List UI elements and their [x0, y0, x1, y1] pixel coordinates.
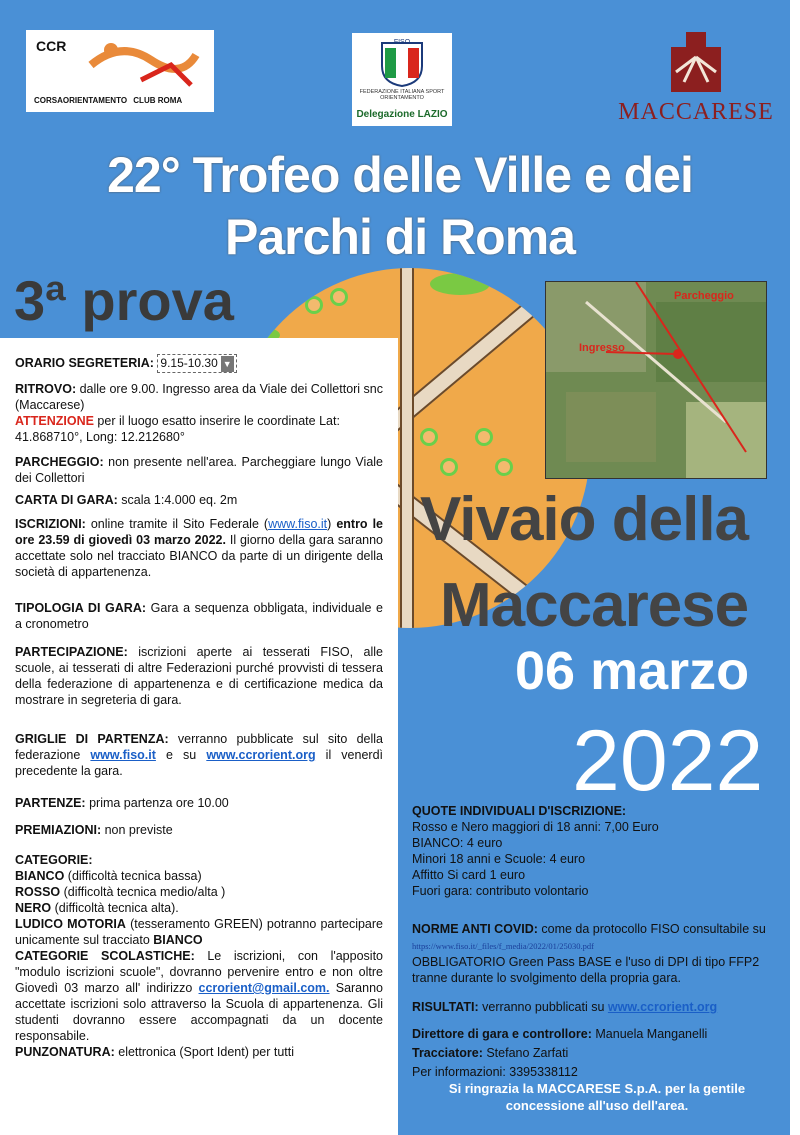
parcheggio-label: PARCHEGGIO: — [15, 455, 104, 469]
aerial-entrance-label: Ingresso — [579, 342, 625, 354]
partecipazione-block — [15, 644, 383, 708]
iscrizioni-label: ISCRIZIONI: — [15, 517, 86, 531]
covid-protocol-link[interactable]: https://www.fiso.it/_files/f_media/2022/01/25030.pdf — [412, 941, 594, 951]
covid-text2: OBBLIGATORIO Green Pass BASE e l'uso di DPI di tipo FFP2 tranne durante lo svolgimento della propria gara. — [412, 955, 760, 985]
fiso-federation: FEDERAZIONE ITALIANA SPORT ORIENTAMENTO — [359, 89, 445, 101]
punzonatura-label: PUNZONATURA: — [15, 1045, 115, 1059]
email-link[interactable]: ccrorient@gmail.com. — [198, 981, 330, 995]
orario-value: 9.15-10.30 — [160, 356, 218, 370]
event-date: 06 marzo — [515, 641, 750, 701]
quote-item: Fuori gara: contributo volontario — [412, 884, 589, 898]
parcheggio-block — [15, 454, 383, 486]
ccr-club: CLUB ROMA — [133, 96, 183, 105]
scolastiche-label: CATEGORIE SCOLASTICHE: — [15, 949, 195, 963]
tipologia-text: Gara a sequenza obbligata, individuale e a cronometro — [15, 601, 383, 631]
tipologia-label: TIPOLOGIA DI GARA: — [15, 601, 147, 615]
premiazioni-text: non previste — [101, 823, 173, 837]
partenze-text: prima partenza ore 10.00 — [85, 796, 229, 810]
event-title-line1: 22° Trofeo delle Ville e dei — [107, 147, 693, 203]
event-year: 2022 — [572, 713, 764, 809]
aerial-photo — [545, 281, 767, 479]
thanks-note — [412, 1080, 782, 1114]
partecipazione-text: iscrizioni aperte ai tesserati FISO, alle scuole, ai tesserati di altre Federazioni purché provvisti di tessera della federazione di appartenenza e di certificazione medica da mostrare in segreteria di gara. — [15, 645, 383, 707]
iscrizioni-text1: online tramite il Sito Federale ( — [85, 517, 269, 531]
tracciatore-label: Tracciatore: — [412, 1046, 483, 1060]
ritrovo-text: dalle ore 9.00. Ingresso area da Viale dei Collettori snc (Maccarese) — [15, 382, 384, 412]
ritrovo-label: RITROVO: — [15, 382, 77, 396]
iscrizioni-deadline: entro le ore 23.59 di giovedì 03 marzo 2022. — [15, 517, 383, 547]
palm-tower-icon — [656, 27, 736, 97]
ludico-text: (tesseramento GREEN) potranno partecipare unicamente sul tracciato — [15, 917, 383, 947]
thanks-line1: Si ringrazia la MACCARESE S.p.A. per la gentile — [448, 1081, 746, 1096]
ccr-logo — [26, 30, 214, 112]
partenze-block — [15, 795, 383, 811]
risultati-label: RISULTATI: — [412, 1000, 479, 1014]
iscrizioni-text2: ) — [327, 517, 337, 531]
fiso-delegation: Delegazione LAZIO — [356, 109, 448, 120]
ritrovo-text2: per il luogo esatto inserire le coordinate Lat: 41.868710°, Long: 12.212680° — [15, 414, 340, 444]
fiso-logo — [352, 33, 452, 126]
parcheggio-text: non presente nell'area. Parcheggiare lungo Viale dei Collettori — [15, 455, 383, 485]
ritrovo-block — [15, 381, 383, 445]
maccarese-logo — [612, 27, 780, 127]
quote-item: BIANCO: 4 euro — [412, 836, 503, 850]
staff-block — [412, 1026, 782, 1080]
maccarese-name: MACCARESE — [618, 99, 774, 125]
ludico-bianco: BIANCO — [153, 933, 203, 947]
covid-label: NORME ANTI COVID: — [412, 922, 538, 936]
stage-number: 3ª prova — [14, 269, 234, 332]
bianco-label: BIANCO — [15, 869, 65, 883]
risultati-block — [412, 999, 782, 1015]
risultati-text: verranno pubblicati su — [478, 1000, 608, 1014]
bianco-text: (difficoltà tecnica bassa) — [64, 869, 202, 883]
orario-block — [15, 354, 383, 373]
orario-select[interactable] — [157, 354, 236, 373]
info-phone: Per informazioni: 3395338112 — [412, 1065, 578, 1079]
runner-icon — [81, 35, 201, 95]
quote-item: Minori 18 anni e Scuole: 4 euro — [412, 852, 586, 866]
tipologia-block — [15, 600, 383, 632]
iscrizioni-block — [15, 516, 383, 580]
event-title-line2: Parchi di Roma — [225, 209, 575, 265]
ludico-label: LUDICO MOTORIA — [15, 917, 126, 931]
direttore-label: Direttore di gara e controllore: — [412, 1027, 592, 1041]
ccr-initials: CCR — [36, 38, 67, 54]
venue-line2: Maccarese — [440, 571, 749, 640]
categorie-label: CATEGORIE: — [15, 853, 93, 867]
quote-label: QUOTE INDIVIDUALI D'ISCRIZIONE: — [412, 804, 627, 818]
quote-item: Rosso e Nero maggiori di 18 anni: 7,00 Euro — [412, 820, 659, 834]
partecipazione-label: PARTECIPAZIONE: — [15, 645, 128, 659]
venue-line1: Vivaio della — [420, 485, 749, 554]
griglie-label: GRIGLIE DI PARTENZA: — [15, 732, 169, 746]
quote-item: Affitto Si card 1 euro — [412, 868, 526, 882]
categorie-block — [15, 852, 383, 1060]
nero-label: NERO — [15, 901, 52, 915]
direttore-name: Manuela Manganelli — [591, 1027, 708, 1041]
attenzione-label: ATTENZIONE — [15, 414, 94, 428]
thanks-line2: concessione all'uso dell'area. — [505, 1098, 689, 1113]
covid-text1: come da protocollo FISO consultabile su — [537, 922, 766, 936]
rosso-label: ROSSO — [15, 885, 61, 899]
premiazioni-block — [15, 822, 383, 838]
partenze-label: PARTENZE: — [15, 796, 86, 810]
griglie-block — [15, 731, 383, 779]
iscrizioni-text3: Il giorno della gara saranno accettate solo nel tracciato BIANCO da parte di un dirigente della società di appartenenza. — [15, 533, 384, 579]
griglie-text1: verranno pubblicate sul sito della federazione — [15, 732, 383, 762]
fiso-link-2[interactable]: www.fiso.it — [90, 748, 156, 762]
scolastiche-text1: Le iscrizioni, con l'apposito "modulo iscrizioni scuole", dovranno pervenire entro e non oltre Giovedì 03 marzo all' indirizzo — [15, 949, 383, 995]
fiso-acronym: FISO — [393, 39, 411, 46]
orario-label: ORARIO SEGRETERIA: — [15, 356, 154, 370]
premiazioni-label: PREMIAZIONI: — [15, 823, 102, 837]
griglie-text3: il venerdì precedente la gara. — [15, 748, 383, 778]
quote-block — [412, 803, 782, 899]
fiso-link[interactable]: www.fiso.it — [268, 517, 328, 531]
ccrorient-results-link[interactable]: www.ccrorient.org — [607, 1000, 718, 1014]
chevron-down-icon: ▼ — [221, 356, 234, 372]
ccrorient-link[interactable]: www.ccrorient.org — [206, 748, 316, 762]
rosso-text: (difficoltà tecnica medio/alta ) — [60, 885, 226, 899]
griglie-text2: e su — [155, 748, 207, 762]
route-lines — [546, 282, 766, 478]
ccr-name: CORSAORIENTAMENTO — [34, 96, 128, 105]
scolastiche-text2: Saranno accettate iscrizioni solo attraverso la Scuola di appartenenza. Gli studenti dovranno essere accompagnati da un docente responsabile. — [15, 981, 383, 1043]
covid-block — [412, 921, 782, 986]
punzonatura-text: elettronica (Sport Ident) per tutti — [114, 1045, 295, 1059]
tracciatore-name: Stefano Zarfati — [482, 1046, 569, 1060]
carta-block — [15, 492, 383, 508]
carta-label: CARTA DI GARA: — [15, 493, 118, 507]
nero-text: (difficoltà tecnica alta). — [51, 901, 179, 915]
aerial-parking-label: Parcheggio — [674, 290, 734, 302]
carta-text: scala 1:4.000 eq. 2m — [117, 493, 238, 507]
